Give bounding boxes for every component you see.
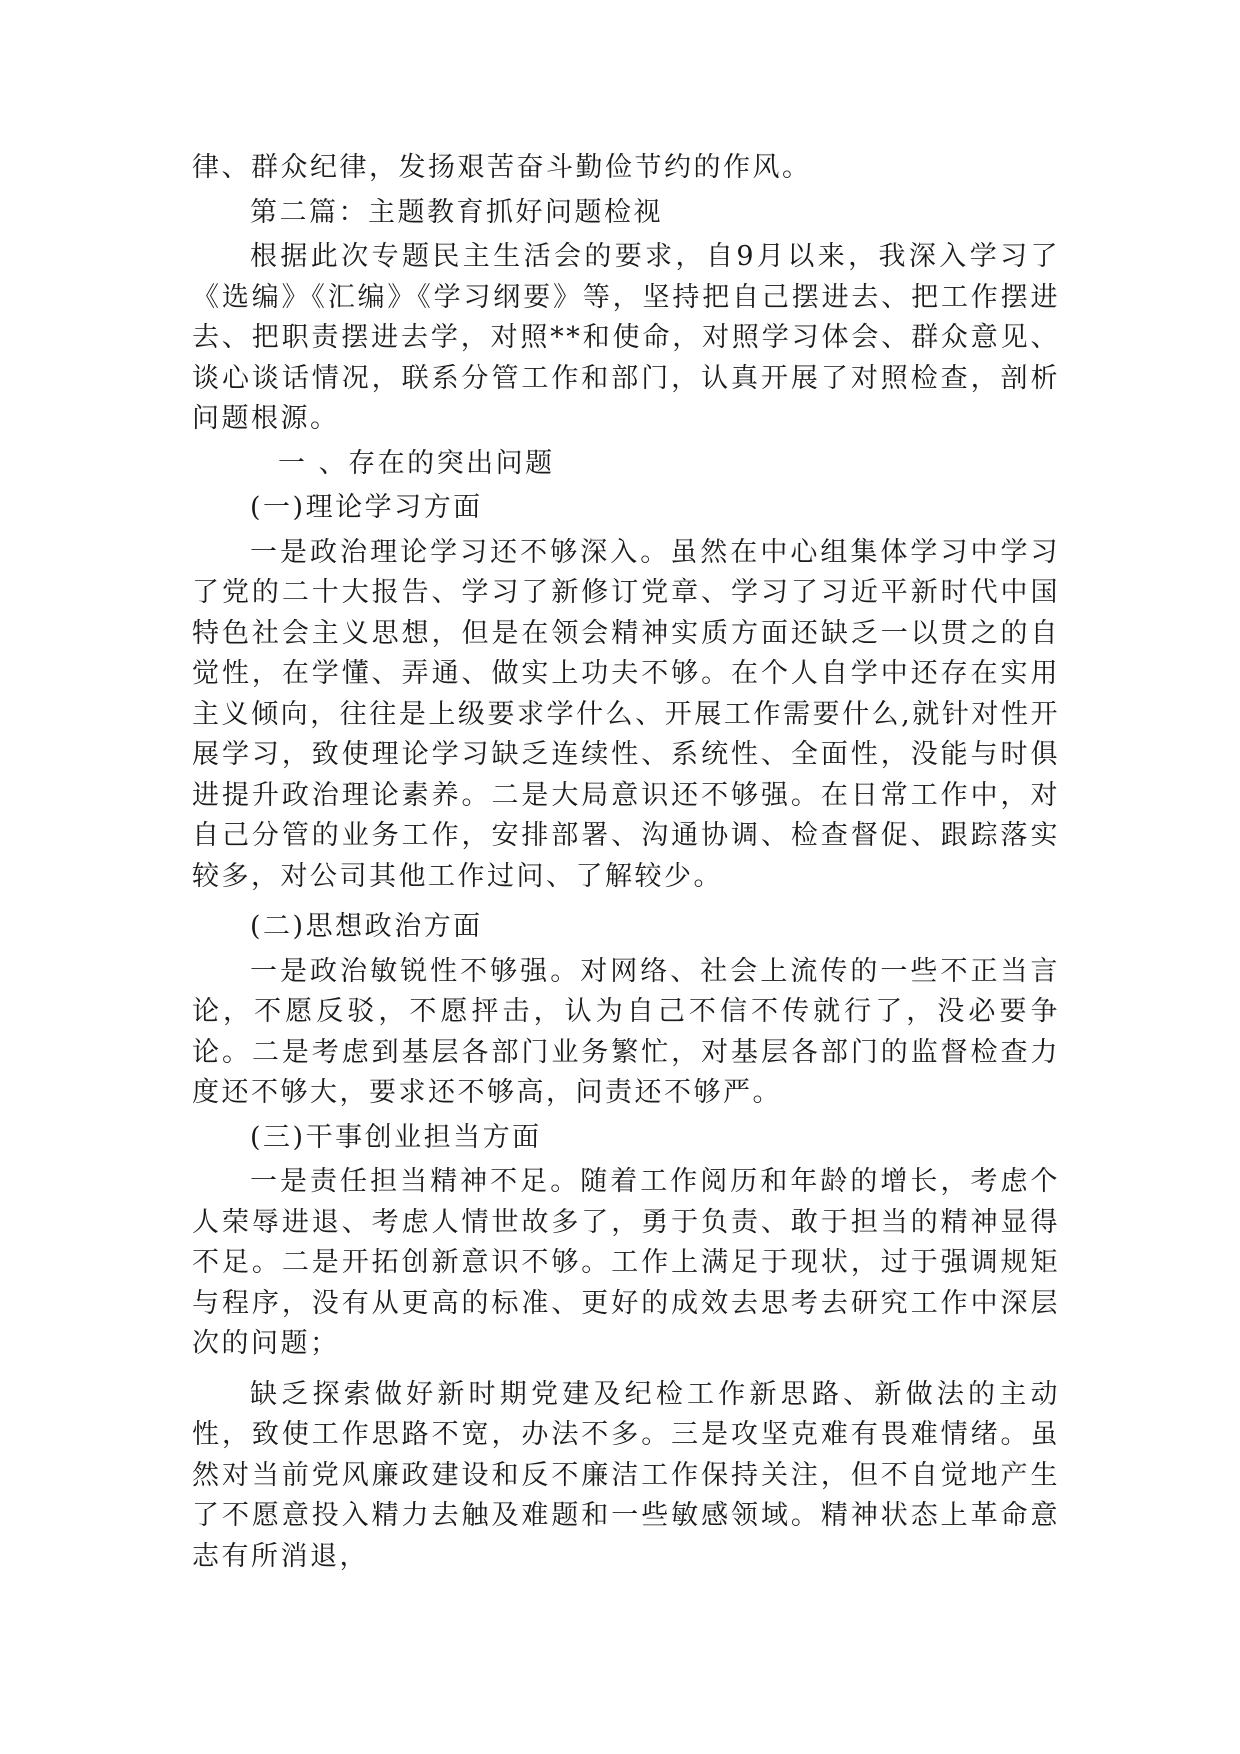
paragraph-innovation: 缺乏探索做好新时期党建及纪检工作新思路、新做法的主动性，致使工作思路不宽，办法不多。三是攻坚克难有畏难情绪。虽然对当前党风廉政建设和反不廉洁工作保持关注，但不自觉地产生了不愿意投入精力去触及难题和一些敏感领域。精神状态上革命意志有所消退， (192, 1378, 1060, 1572)
paragraph-responsibility: 一是责任担当精神不足。随着工作阅历和年龄的增长，考虑个人荣辱进退、考虑人情世故多了，勇于负责、敢于担当的精神显得不足。二是开拓创新意识不够。工作上满足于现状，过于强调规矩与程序，没有从更高的标准、更好的成效去思考去研究工作中深层次的问题； (192, 1166, 1060, 1359)
subheading-responsibility: (三)干事创业担当方面 (250, 1121, 542, 1153)
continuation-paragraph: 律、群众纪律，发扬艰苦奋斗勤俭节约的作风。 (192, 152, 812, 183)
document-body (192, 148, 1060, 1577)
paragraph-theory-study: 一是政治理论学习还不够深入。虽然在中心组集体学习中学习了党的二十大报告、学习了新修订党章、学习了习近平新时代中国特色社会主义思想，但是在领会精神实质方面还缺乏一以贯之的自觉性，在学懂、弄通、做实上功夫不够。在个人自学中还存在实用主义倾向，往往是上级要求学什么、开展工作需要什么,就针对性开展学习，致使理论学习缺乏连续性、系统性、全面性，没能与时俱进提升政治理论素养。二是大局意识还不够强。在日常工作中，对自己分管的业务工作，安排部署、沟通协调、检查督促、跟踪落实较多，对公司其他工作过问、了解较少。 (192, 536, 1060, 892)
heading-problems: 一 、存在的突出问题 (278, 447, 555, 479)
subheading-theory-study: (一)理论学习方面 (250, 492, 483, 523)
intro-paragraph: 根据此次专题民主生活会的要求，自9月以来，我深入学习了《选编》《汇编》《学习纲要》等，坚持把自己摆进去、把工作摆进去、把职责摆进去学，对照**和使命，对照学习体会、群众意见、谈心谈话情况，联系分管工作和部门，认真开展了对照检查，剖析问题根源。 (192, 241, 1060, 434)
section-title: 第二篇：主题教育抓好问题检视 (250, 196, 663, 228)
subheading-ideology-politics: (二)思想政治方面 (250, 911, 483, 942)
paragraph-ideology-politics: 一是政治敏锐性不够强。对网络、社会上流传的一些不正当言论，不愿反驳，不愿抨击，认为自己不信不传就行了，没必要争论。二是考虑到基层各部门业务繁忙，对基层各部门的监督检查力度还不够大，要求还不够高，问责还不够严。 (192, 955, 1060, 1108)
